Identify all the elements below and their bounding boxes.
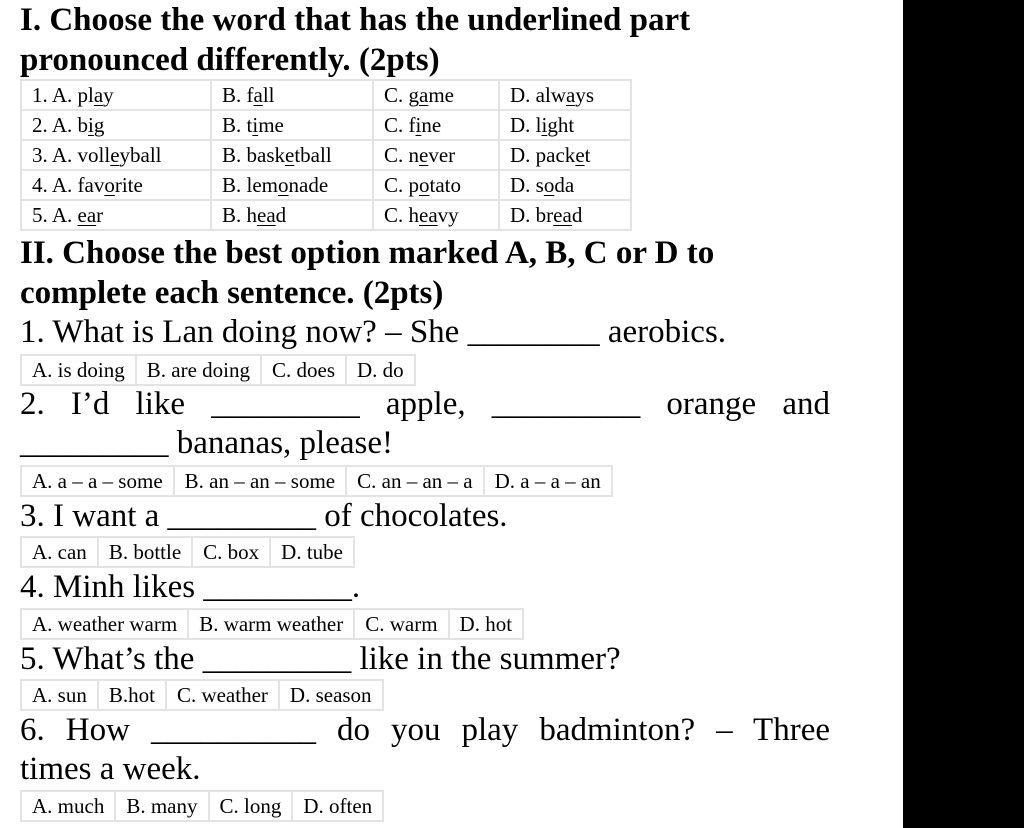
question-6-text-b: do you play badminton? – Three xyxy=(336,712,830,748)
pronunciation-option xyxy=(21,80,211,110)
option-text: g xyxy=(93,113,105,137)
question-4-text-a: 4. Minh likes xyxy=(20,569,204,605)
pronunciation-option xyxy=(21,140,211,170)
answer-option: C. long xyxy=(209,791,293,821)
answer-option: B. are doing xyxy=(136,355,261,385)
question-2-blank-3: _________ xyxy=(20,425,169,461)
question-1-blank: ________ xyxy=(467,314,600,350)
underlined-part: e xyxy=(285,143,295,167)
pronunciation-option xyxy=(499,110,631,140)
pronunciation-row xyxy=(21,140,631,170)
question-2-blank-1: _________ xyxy=(211,386,360,422)
option-text: C. h xyxy=(384,203,420,227)
option-text: B. bask xyxy=(222,143,285,167)
question-2-line1 xyxy=(20,386,830,423)
underlined-part: e xyxy=(575,143,585,167)
question-3-options xyxy=(20,536,355,568)
answer-option: B. bottle xyxy=(98,537,192,567)
answer-option: B.hot xyxy=(98,680,166,710)
option-text: ll xyxy=(262,83,275,107)
option-text: me xyxy=(428,83,454,107)
question-2-text-c: orange and xyxy=(666,386,831,422)
option-text: 2. A. b xyxy=(32,113,89,137)
answer-option: D. tube xyxy=(270,537,354,567)
question-3-blank: _________ xyxy=(167,498,317,534)
answer-option: A. weather warm xyxy=(21,609,188,639)
underlined-part: o xyxy=(543,173,555,197)
question-1-text-b: aerobics. xyxy=(599,314,727,350)
pronunciation-option xyxy=(211,140,373,170)
underlined-part: a xyxy=(253,83,263,107)
pronunciation-option xyxy=(499,80,631,110)
section-2-heading xyxy=(20,233,830,313)
answer-option: C. box xyxy=(192,537,270,567)
option-text: r xyxy=(96,203,104,227)
option-text: ne xyxy=(421,113,442,137)
pronunciation-row xyxy=(21,200,631,230)
question-5-options xyxy=(20,679,384,711)
pronunciation-option xyxy=(499,140,631,170)
pronunciation-row xyxy=(21,170,631,200)
option-text: B. lem xyxy=(222,173,278,197)
option-text: t xyxy=(584,143,591,167)
pronunciation-option xyxy=(211,80,373,110)
question-2-options xyxy=(20,465,613,497)
underlined-part: i xyxy=(88,113,94,137)
option-text: ys xyxy=(575,83,595,107)
answer-option: D. do xyxy=(346,355,415,385)
question-4 xyxy=(20,569,830,606)
question-6-text-a: 6. How xyxy=(20,712,151,748)
underlined-part: o xyxy=(419,173,430,197)
option-text: 3. A. voll xyxy=(32,143,111,167)
option-text: C. p xyxy=(384,173,420,197)
question-4-text-b: . xyxy=(351,569,361,605)
pronunciation-table xyxy=(20,79,632,231)
answer-option: A. can xyxy=(21,537,98,567)
pronunciation-option xyxy=(211,170,373,200)
question-2-blank-2: _________ xyxy=(491,386,641,422)
pronunciation-option xyxy=(211,200,373,230)
answer-option: C. weather xyxy=(166,680,279,710)
answer-option: D. a – a – an xyxy=(484,466,612,496)
pronunciation-option xyxy=(373,200,499,230)
pronunciation-option xyxy=(21,200,211,230)
answer-option: D. hot xyxy=(449,609,524,639)
answer-option: B. warm weather xyxy=(188,609,354,639)
option-text: C. f xyxy=(384,113,416,137)
underlined-part: ea xyxy=(77,203,97,227)
answer-option: C. an – an – a xyxy=(346,466,483,496)
question-1-options xyxy=(20,354,416,386)
question-4-blank: _________ xyxy=(203,569,352,605)
option-text: vy xyxy=(437,203,459,227)
option-text: da xyxy=(554,173,575,197)
option-text: B. h xyxy=(222,203,258,227)
option-text: C. n xyxy=(384,143,420,167)
question-5-text-a: 5. What’s the xyxy=(20,641,203,677)
pronunciation-option xyxy=(21,170,211,200)
question-6-line2 xyxy=(20,751,830,788)
underlined-part: e xyxy=(419,143,429,167)
underlined-part: ea xyxy=(257,203,276,227)
underlined-part: i xyxy=(415,113,422,137)
question-2-text-b: apple, xyxy=(385,386,492,422)
pronunciation-option xyxy=(499,170,631,200)
question-6-line1 xyxy=(20,712,830,749)
pronunciation-option xyxy=(499,200,631,230)
question-6-options xyxy=(20,790,384,822)
option-text: B. f xyxy=(222,83,254,107)
pronunciation-option xyxy=(373,140,499,170)
pronunciation-option xyxy=(373,110,499,140)
question-2-text-a: 2. I’d like xyxy=(20,386,212,422)
question-5-text-b: like in the summer? xyxy=(351,641,621,677)
option-text: D. s xyxy=(510,173,544,197)
answer-option: A. a – a – some xyxy=(21,466,174,496)
pronunciation-option xyxy=(373,80,499,110)
option-text: nade xyxy=(288,173,329,197)
answer-option: A. much xyxy=(21,791,115,821)
underlined-part: e xyxy=(110,143,120,167)
section-2-title-line1: II. Choose the best option marked A, B, C or D to xyxy=(20,235,715,271)
underlined-part: i xyxy=(541,113,548,137)
pronunciation-row xyxy=(21,110,631,140)
option-text: C. g xyxy=(384,83,420,107)
option-text: 1. A. pl xyxy=(32,83,94,107)
option-text: D. l xyxy=(510,113,542,137)
underlined-part: a xyxy=(93,83,104,107)
option-text: d xyxy=(571,203,583,227)
option-text: 5. A. xyxy=(32,203,78,227)
question-5 xyxy=(20,641,830,678)
option-text: D. br xyxy=(510,203,554,227)
question-1 xyxy=(20,314,830,351)
pronunciation-option xyxy=(373,170,499,200)
question-6-line2-text: times a week. xyxy=(20,751,201,787)
underlined-part: a xyxy=(566,83,576,107)
underlined-part: a xyxy=(419,83,429,107)
option-text: D. alw xyxy=(510,83,566,107)
question-6-blank: __________ xyxy=(150,712,316,748)
option-text: yball xyxy=(119,143,162,167)
underlined-part: o xyxy=(104,173,115,197)
question-3-text-b: of chocolates. xyxy=(316,498,508,534)
option-text: ver xyxy=(428,143,456,167)
option-text: B. t xyxy=(222,113,253,137)
option-text: me xyxy=(258,113,284,137)
pronunciation-option xyxy=(21,110,211,140)
underlined-part: ea xyxy=(553,203,572,227)
question-5-blank: _________ xyxy=(202,641,352,677)
option-text: y xyxy=(103,83,114,107)
question-3 xyxy=(20,498,830,535)
option-text: ght xyxy=(547,113,575,137)
option-text: D. pack xyxy=(510,143,576,167)
option-text: 4. A. fav xyxy=(32,173,105,197)
answer-option: A. sun xyxy=(21,680,98,710)
answer-option: C. warm xyxy=(354,609,448,639)
underlined-part: ea xyxy=(419,203,438,227)
section-2-title-line2: complete each sentence. (2pts) xyxy=(20,275,444,311)
question-3-text-a: 3. I want a xyxy=(20,498,168,534)
pronunciation-row xyxy=(21,80,631,110)
answer-option: D. season xyxy=(279,680,383,710)
answer-option: C. does xyxy=(261,355,346,385)
answer-option: B. an – an – some xyxy=(174,466,346,496)
question-1-text-a: 1. What is Lan doing now? – She xyxy=(20,314,468,350)
section-1-heading xyxy=(20,0,830,80)
option-text: rite xyxy=(114,173,143,197)
question-2-line2-text: bananas, please! xyxy=(168,425,393,461)
underlined-part: i xyxy=(252,113,259,137)
section-1-title-line1: I. Choose the word that has the underlined part xyxy=(20,2,691,38)
option-text: d xyxy=(275,203,287,227)
question-4-options xyxy=(20,608,524,640)
underlined-part: o xyxy=(278,173,289,197)
section-1-title-line2: pronounced differently. (2pts) xyxy=(20,42,440,78)
answer-option: A. is doing xyxy=(21,355,136,385)
question-2-line2 xyxy=(20,425,830,462)
option-text: tball xyxy=(294,143,332,167)
answer-option: B. many xyxy=(115,791,208,821)
option-text: tato xyxy=(429,173,462,197)
answer-option: D. often xyxy=(292,791,383,821)
pronunciation-option xyxy=(211,110,373,140)
